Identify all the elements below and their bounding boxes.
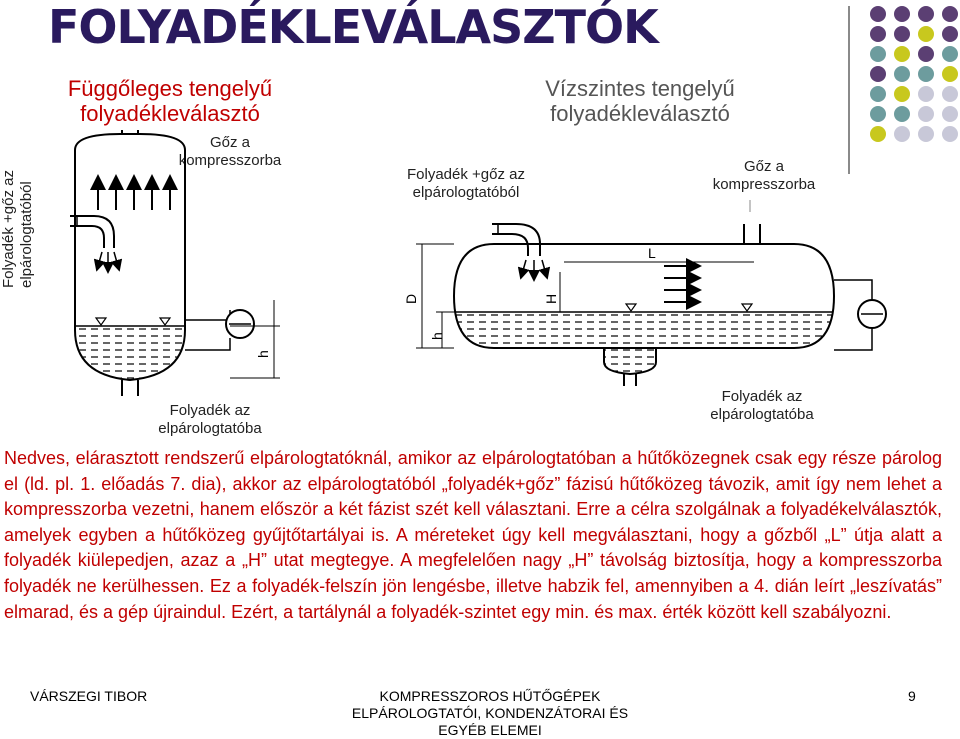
horizontal-separator-diagram: [394, 200, 924, 390]
dot: [870, 26, 886, 42]
decorative-divider: [848, 6, 850, 174]
footer-course-line2: ELPÁROLOGTATÓI, KONDENZÁTORAI ÉS: [351, 705, 629, 721]
right-heading-line1: Vízszintes tengelyű: [545, 76, 735, 101]
left-bottom-label-line1: Folyadék az: [169, 402, 251, 419]
dot: [918, 26, 934, 42]
dot: [870, 106, 886, 122]
right-bottom-label-line1: Folyadék az: [721, 388, 803, 405]
dot: [870, 6, 886, 22]
left-bottom-label: [130, 402, 290, 438]
dot: [918, 46, 934, 62]
dot: [942, 106, 958, 122]
right-top-label: [684, 158, 844, 194]
dot: [894, 66, 910, 82]
dot: [942, 26, 958, 42]
right-top-label-line2: kompresszorba: [712, 176, 816, 193]
left-vessel: [75, 134, 185, 150]
dot: [870, 86, 886, 102]
right-bottom-label: [682, 388, 842, 424]
left-heading-line1: Függőleges tengelyű: [67, 76, 273, 101]
left-top-label-line1: Gőz a: [209, 134, 251, 151]
left-top-label-line2: kompresszorba: [178, 152, 282, 169]
right-heading-line2: folyadékleválasztó: [550, 101, 730, 126]
left-bottom-label-line2: elpárologtatóba: [158, 420, 262, 437]
dot: [894, 6, 910, 22]
dot: [894, 46, 910, 62]
dot: [918, 106, 934, 122]
footer-course-line1: KOMPRESSZOROS HŰTŐGÉPEK: [379, 688, 601, 704]
vertical-separator-diagram: [30, 130, 300, 400]
left-inlet-label-line1: Folyadék +gőz az: [0, 170, 17, 288]
left-heading: [20, 76, 320, 126]
dot: [870, 126, 886, 142]
right-inlet-label-line2: elpárologtatóból: [412, 184, 520, 201]
dot: [894, 126, 910, 142]
footer-course-line3: EGYÉB ELEMEI: [438, 722, 542, 738]
page-number: 9: [908, 688, 916, 704]
footer-author: VÁRSZEGI TIBOR: [30, 688, 148, 704]
footer-course: [330, 688, 650, 739]
left-inlet-label-line2: elpárologtatóból: [18, 181, 35, 288]
dot: [894, 26, 910, 42]
dot: [942, 86, 958, 102]
right-liquid: [456, 312, 832, 347]
right-inlet-label: [384, 166, 548, 202]
dot: [918, 6, 934, 22]
right-dim-h: h: [429, 332, 445, 340]
right-heading: [490, 76, 790, 126]
right-inlet-label-line1: Folyadék +gőz az: [407, 166, 525, 183]
dot: [942, 126, 958, 142]
dot: [918, 126, 934, 142]
right-dim-L: L: [648, 245, 656, 261]
right-top-label-line1: Gőz a: [743, 158, 785, 175]
dot: [870, 46, 886, 62]
left-liquid: [76, 326, 184, 379]
dot: [918, 86, 934, 102]
right-dim-D: D: [403, 293, 419, 304]
left-dim-h: h: [255, 350, 271, 358]
dot: [894, 106, 910, 122]
body-paragraph: Nedves, elárasztott rendszerű elpárologtatóknál, amikor az elpárologtatóban a hűtőközegnek csak egy része párolog el (ld. pl. 1. előadás 7. dia), akkor az elpárologtatóból „folyadék+gőz” fázisú hűtőközeg távozik, amit így nem lehet a kompresszorba vezetni, hanem először a két fázist szét kell választani. Erre a célra szolgálnak a folyadékelválasztók, amelyek egyben a hűtőközeg gyűjtőtartályai is. A méreteket úgy kell megválasztani, hogy a gőzből „L” útja alatt a folyadék kiülepedjen, azaz a „H” utat megtegye. A megfelelően nagy „H” távolság biztosítja, hogy a kompresszorba folyadék ne kerülhessen. Ez a folyadék-felszín jön lengésbe, illetve habzik fel, amennyiben a 4. dián leírt „leszívatás” elmarad, és a gép újraindul. Ezért, a tartálynál a folyadék-szintet egy min. és max. érték között kell szabályozni.: [4, 448, 942, 622]
right-dim-H: H: [543, 293, 559, 304]
left-heading-line2: folyadékleválasztó: [80, 101, 260, 126]
dot: [918, 66, 934, 82]
dot: [894, 86, 910, 102]
page-title: FOLYADÉKLEVÁLASZTÓK: [48, 0, 658, 54]
dot: [942, 46, 958, 62]
dot: [942, 66, 958, 82]
dot: [870, 66, 886, 82]
dot: [942, 6, 958, 22]
right-bottom-label-line2: elpárologtatóba: [710, 406, 814, 423]
decorative-dot-grid: [866, 6, 956, 156]
